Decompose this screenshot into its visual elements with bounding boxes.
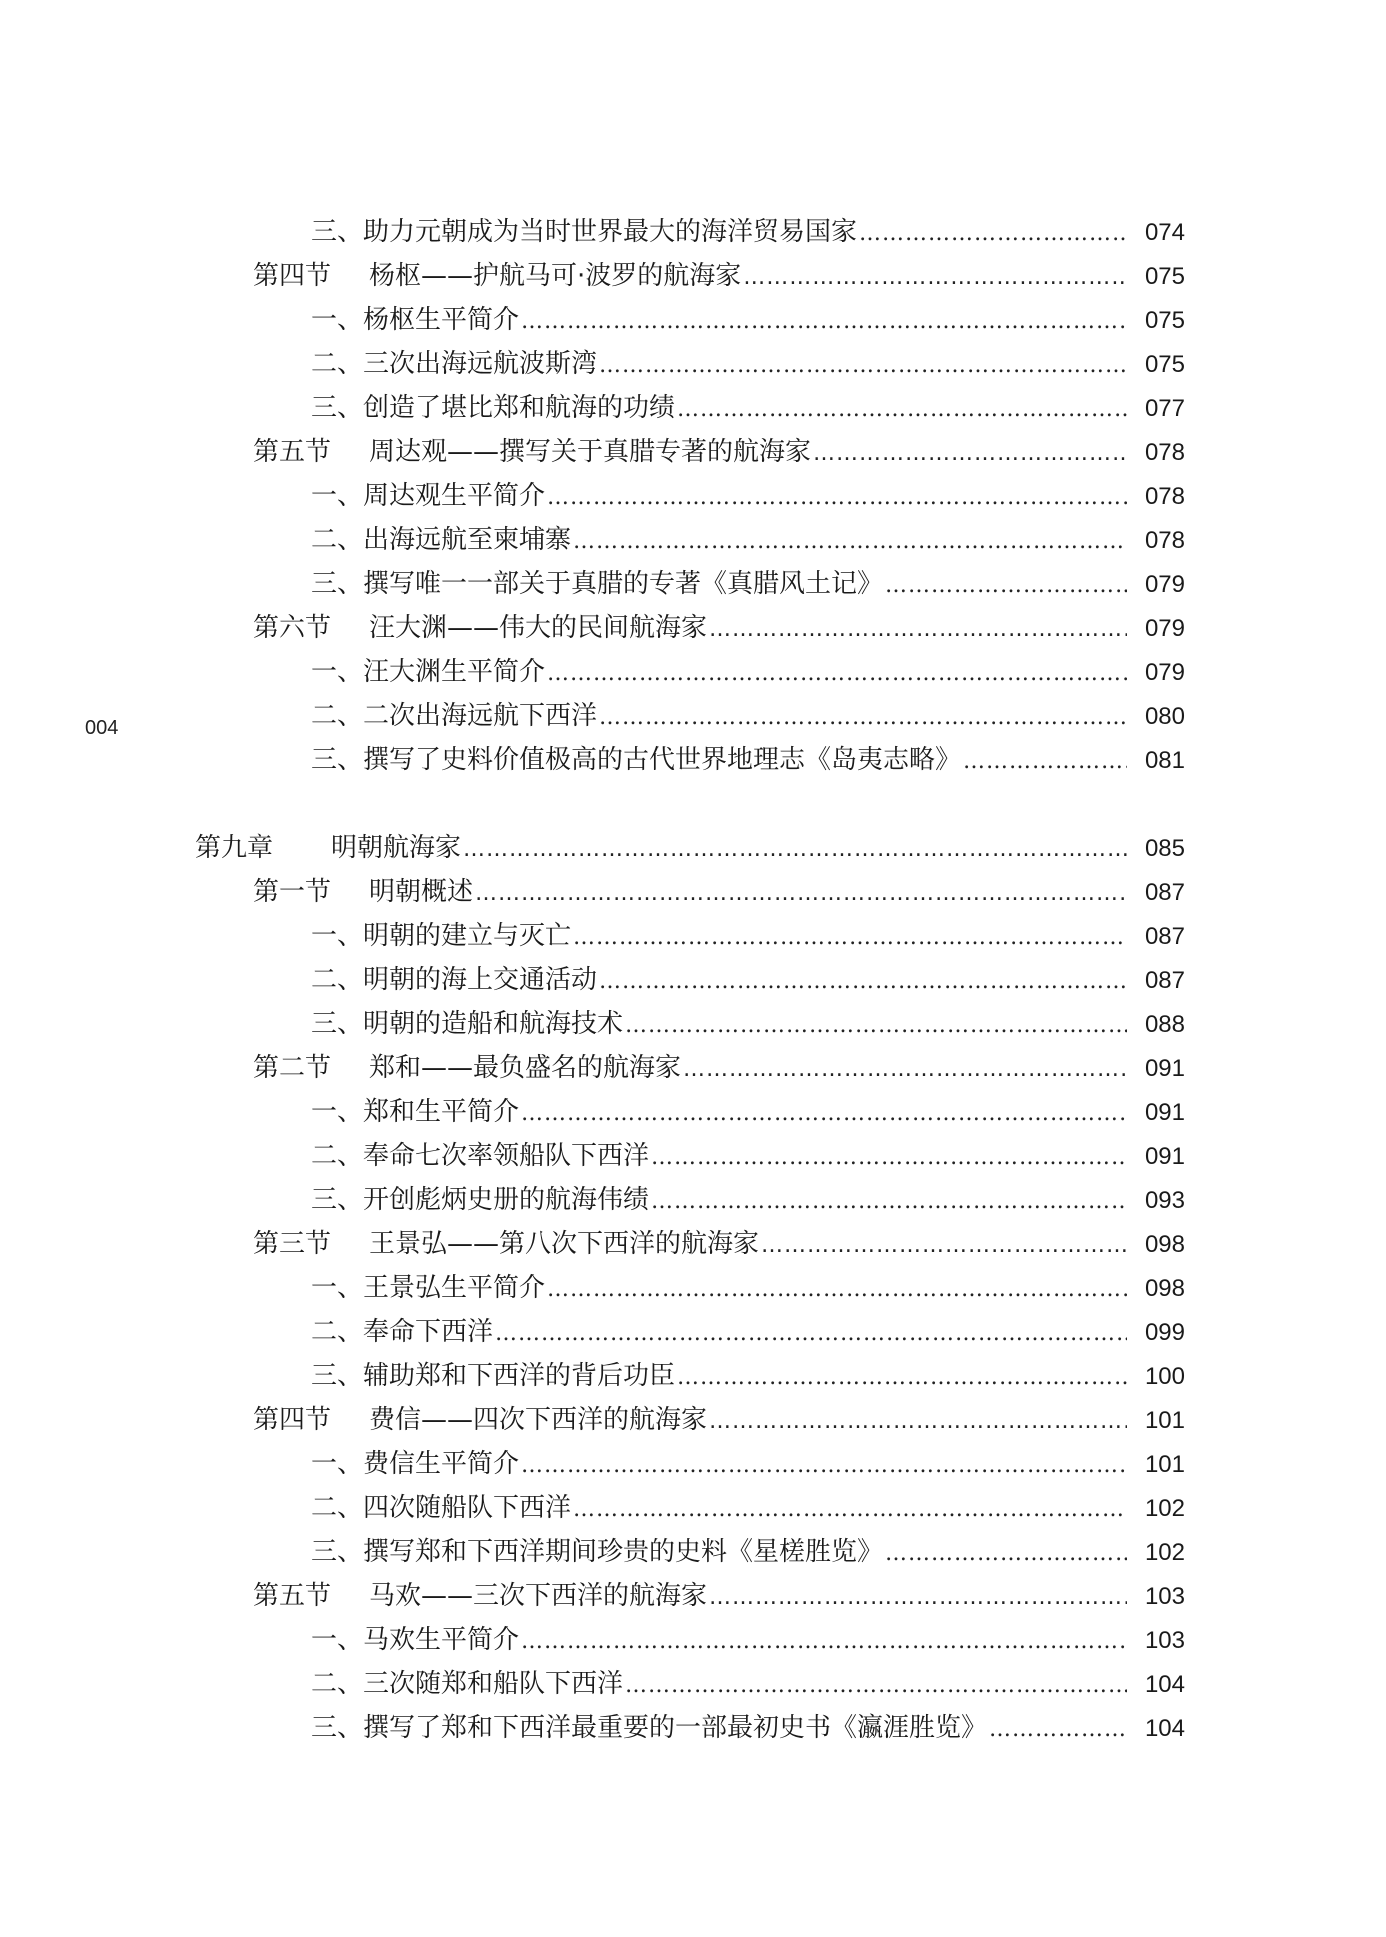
toc-entry-item[interactable]	[195, 474, 1185, 518]
toc-entry-title: 三、明朝的造船和航海技术	[311, 1009, 624, 1039]
dot-leader	[709, 1400, 1127, 1444]
toc-entry-title: 二、二次出海远航下西洋	[311, 701, 598, 731]
section-number: 第四节	[253, 261, 332, 291]
dot-leader	[521, 1092, 1127, 1136]
toc-page-number: 077	[1144, 395, 1185, 422]
toc-entry-item[interactable]	[195, 342, 1185, 386]
dot-leader	[859, 212, 1127, 256]
toc-entry-label	[253, 1574, 707, 1618]
toc-page-number: 098	[1144, 1275, 1185, 1302]
toc-entry-label	[253, 1222, 759, 1266]
toc-entry-section[interactable]	[195, 870, 1185, 914]
toc-entry-item[interactable]	[195, 518, 1185, 562]
toc-entry-label	[195, 826, 461, 870]
toc-entry-title: 二、三次出海远航波斯湾	[311, 349, 598, 379]
toc-entry-label	[253, 430, 811, 474]
toc-entry-title: 郑和——最负盛名的航海家	[369, 1053, 682, 1083]
toc-entry-item[interactable]	[195, 298, 1185, 342]
toc-entry-item[interactable]	[195, 1354, 1185, 1398]
chapter-number: 第九章	[195, 833, 274, 863]
toc-entry-title: 二、奉命下西洋	[311, 1317, 494, 1347]
dot-leader	[599, 960, 1127, 1004]
dot-leader	[475, 872, 1127, 916]
toc-entry-title: 明朝航海家	[331, 833, 462, 863]
section-number: 第五节	[253, 1581, 332, 1611]
toc-entry-item[interactable]	[195, 1442, 1185, 1486]
toc-page-number: 079	[1144, 659, 1185, 686]
toc-entry-item[interactable]	[195, 958, 1185, 1002]
toc-entry-label	[311, 650, 545, 694]
toc-page-number: 075	[1144, 263, 1185, 290]
toc-page-number: 078	[1144, 483, 1185, 510]
toc-entry-title: 三、撰写唯一一部关于真腊的专著《真腊风土记》	[311, 569, 884, 599]
toc-entry-title: 一、郑和生平简介	[311, 1097, 520, 1127]
dot-leader	[885, 564, 1127, 608]
dot-leader	[547, 476, 1127, 520]
dot-leader	[521, 1620, 1127, 1664]
toc-entry-item[interactable]	[195, 914, 1185, 958]
dot-leader	[651, 1180, 1127, 1224]
dot-leader	[521, 1444, 1127, 1488]
toc-entry-item[interactable]	[195, 1090, 1185, 1134]
toc-entry-title: 二、奉命七次率领船队下西洋	[311, 1141, 650, 1171]
toc-page-number: 081	[1144, 747, 1185, 774]
dot-leader	[677, 388, 1127, 432]
toc-entry-title: 一、费信生平简介	[311, 1449, 520, 1479]
toc-entry-label	[311, 1618, 519, 1662]
toc-page-number: 087	[1144, 967, 1185, 994]
toc-entry-title: 三、撰写了史料价值极高的古代世界地理志《岛夷志略》	[311, 745, 962, 775]
dot-leader	[813, 432, 1127, 476]
toc-entry-section[interactable]	[195, 1222, 1185, 1266]
toc-entry-item[interactable]	[195, 386, 1185, 430]
toc-page-number: 099	[1144, 1319, 1185, 1346]
section-number: 第二节	[253, 1053, 332, 1083]
dot-leader	[625, 1664, 1127, 1708]
toc-page-number: 079	[1144, 615, 1185, 642]
toc-entry-label	[311, 958, 597, 1002]
toc-spacer	[195, 782, 1185, 826]
dot-leader	[709, 1576, 1127, 1620]
toc-entry-title: 马欢——三次下西洋的航海家	[369, 1581, 708, 1611]
toc-entry-item[interactable]	[195, 1178, 1185, 1222]
toc-page-number: 075	[1144, 307, 1185, 334]
dot-leader	[709, 608, 1127, 652]
toc-entry-label	[311, 518, 571, 562]
toc-entry-item[interactable]	[195, 1618, 1185, 1662]
toc-entry-title: 一、马欢生平简介	[311, 1625, 520, 1655]
toc-page-number: 088	[1144, 1011, 1185, 1038]
dot-leader	[989, 1708, 1127, 1752]
toc-entry-section[interactable]	[195, 254, 1185, 298]
dot-leader	[521, 300, 1127, 344]
toc-entry-item[interactable]	[195, 1002, 1185, 1046]
toc-entry-label	[311, 562, 883, 606]
toc-page-number: 091	[1144, 1099, 1185, 1126]
dot-leader	[463, 828, 1127, 872]
toc-entry-label	[311, 1002, 623, 1046]
dot-leader	[599, 344, 1127, 388]
toc-page-number: 102	[1144, 1495, 1185, 1522]
toc-page-number: 093	[1144, 1187, 1185, 1214]
toc-entry-title: 费信——四次下西洋的航海家	[369, 1405, 708, 1435]
toc-entry-item[interactable]	[195, 650, 1185, 694]
toc-entry-item[interactable]	[195, 1486, 1185, 1530]
toc-entry-title: 一、明朝的建立与灭亡	[311, 921, 572, 951]
toc-entry-title: 三、创造了堪比郑和航海的功绩	[311, 393, 676, 423]
toc-entry-label	[311, 914, 571, 958]
toc-entry-chapter[interactable]	[195, 826, 1185, 870]
toc-page-number: 079	[1144, 571, 1185, 598]
toc-entry-label	[311, 1662, 623, 1706]
dot-leader	[963, 740, 1127, 784]
toc-entry-label	[253, 870, 473, 914]
toc-page-number: 074	[1144, 219, 1185, 246]
toc-page-number: 103	[1144, 1583, 1185, 1610]
toc-entry-label	[253, 1046, 681, 1090]
toc-entry-title: 一、杨枢生平简介	[311, 305, 520, 335]
toc-page-number: 098	[1144, 1231, 1185, 1258]
toc-entry-title: 一、汪大渊生平简介	[311, 657, 546, 687]
toc-entry-title: 汪大渊——伟大的民间航海家	[369, 613, 708, 643]
toc-entry-label	[253, 254, 741, 298]
toc-entry-title: 三、辅助郑和下西洋的背后功臣	[311, 1361, 676, 1391]
toc-entry-label	[311, 1310, 493, 1354]
toc-entry-label	[311, 1706, 987, 1750]
dot-leader	[573, 520, 1127, 564]
dot-leader	[573, 1488, 1127, 1532]
toc-page-number: 087	[1144, 923, 1185, 950]
toc-page-number: 085	[1144, 835, 1185, 862]
toc-page-number: 080	[1144, 703, 1185, 730]
toc-entry-item[interactable]	[195, 1310, 1185, 1354]
toc-entry-item[interactable]	[195, 1662, 1185, 1706]
toc-entry-title: 二、三次随郑和船队下西洋	[311, 1669, 624, 1699]
toc-entry-item[interactable]	[195, 1706, 1185, 1750]
toc-entry-title: 三、开创彪炳史册的航海伟绩	[311, 1185, 650, 1215]
toc-entry-title: 明朝概述	[369, 877, 474, 907]
dot-leader	[547, 1268, 1127, 1312]
toc-page-number: 104	[1144, 1671, 1185, 1698]
toc-page-number: 091	[1144, 1055, 1185, 1082]
toc-entry-title: 二、明朝的海上交通活动	[311, 965, 598, 995]
toc-entry-label	[311, 342, 597, 386]
toc-page-number: 103	[1144, 1627, 1185, 1654]
toc-page-number: 104	[1144, 1715, 1185, 1742]
toc-entry-title: 三、助力元朝成为当时世界最大的海洋贸易国家	[311, 217, 858, 247]
dot-leader	[677, 1356, 1127, 1400]
section-number: 第六节	[253, 613, 332, 643]
toc-entry-label	[311, 1486, 571, 1530]
toc-entry-title: 王景弘——第八次下西洋的航海家	[369, 1229, 760, 1259]
dot-leader	[495, 1312, 1127, 1356]
toc-entry-label	[311, 1090, 519, 1134]
toc-entry-label	[311, 1442, 519, 1486]
toc-entry-label	[311, 386, 675, 430]
toc-entry-section[interactable]	[195, 606, 1185, 650]
toc-entry-item[interactable]	[195, 562, 1185, 606]
toc-entry-label	[311, 1266, 545, 1310]
toc-entry-label	[311, 1354, 675, 1398]
dot-leader	[683, 1048, 1127, 1092]
dot-leader	[599, 696, 1127, 740]
toc-entry-item[interactable]	[195, 738, 1185, 782]
toc-entry-title: 周达观——撰写关于真腊专著的航海家	[369, 437, 812, 467]
toc-entry-label	[311, 210, 857, 254]
toc-entry-label	[311, 738, 961, 782]
dot-leader	[885, 1532, 1127, 1576]
section-number: 第四节	[253, 1405, 332, 1435]
toc-entry-label	[311, 694, 597, 738]
toc-entry-label	[311, 474, 545, 518]
toc-page-number: 075	[1144, 351, 1185, 378]
toc-page-number: 091	[1144, 1143, 1185, 1170]
dot-leader	[743, 256, 1127, 300]
toc-entry-section[interactable]	[195, 1046, 1185, 1090]
toc-page-number: 102	[1144, 1539, 1185, 1566]
toc-entry-label	[311, 1530, 883, 1574]
toc-entry-item[interactable]	[195, 694, 1185, 738]
toc-page-number: 087	[1144, 879, 1185, 906]
toc-entry-section[interactable]	[195, 1574, 1185, 1618]
toc-entry-title: 三、撰写了郑和下西洋最重要的一部最初史书《瀛涯胜览》	[311, 1713, 988, 1743]
toc-entry-item[interactable]	[195, 210, 1185, 254]
dot-leader	[573, 916, 1127, 960]
dot-leader	[625, 1004, 1127, 1048]
dot-leader	[651, 1136, 1127, 1180]
toc-entry-label	[253, 606, 707, 650]
section-number: 第三节	[253, 1229, 332, 1259]
toc-entry-label	[311, 298, 519, 342]
toc-page-number: 101	[1144, 1451, 1185, 1478]
toc-entry-item[interactable]	[195, 1266, 1185, 1310]
toc-entry-section[interactable]	[195, 1398, 1185, 1442]
toc-entry-title: 一、王景弘生平简介	[311, 1273, 546, 1303]
section-number: 第一节	[253, 877, 332, 907]
toc-entry-label	[311, 1134, 649, 1178]
toc-entry-label	[311, 1178, 649, 1222]
toc-page-number: 101	[1144, 1407, 1185, 1434]
toc-entry-title: 二、四次随船队下西洋	[311, 1493, 572, 1523]
toc-entry-item[interactable]	[195, 1134, 1185, 1178]
dot-leader	[547, 652, 1127, 696]
toc-entry-item[interactable]	[195, 1530, 1185, 1574]
toc-entry-title: 二、出海远航至柬埔寨	[311, 525, 572, 555]
section-number: 第五节	[253, 437, 332, 467]
toc-entry-label	[253, 1398, 707, 1442]
toc-page-number: 078	[1144, 527, 1185, 554]
toc-page-number: 078	[1144, 439, 1185, 466]
page-number: 004	[85, 717, 119, 739]
toc-entry-title: 杨枢——护航马可·波罗的航海家	[369, 261, 742, 291]
toc-entry-title: 一、周达观生平简介	[311, 481, 546, 511]
table-of-contents	[195, 210, 1185, 1750]
toc-page-number: 100	[1144, 1363, 1185, 1390]
toc-entry-title: 三、撰写郑和下西洋期间珍贵的史料《星槎胜览》	[311, 1537, 884, 1567]
dot-leader	[761, 1224, 1127, 1268]
toc-entry-section[interactable]	[195, 430, 1185, 474]
